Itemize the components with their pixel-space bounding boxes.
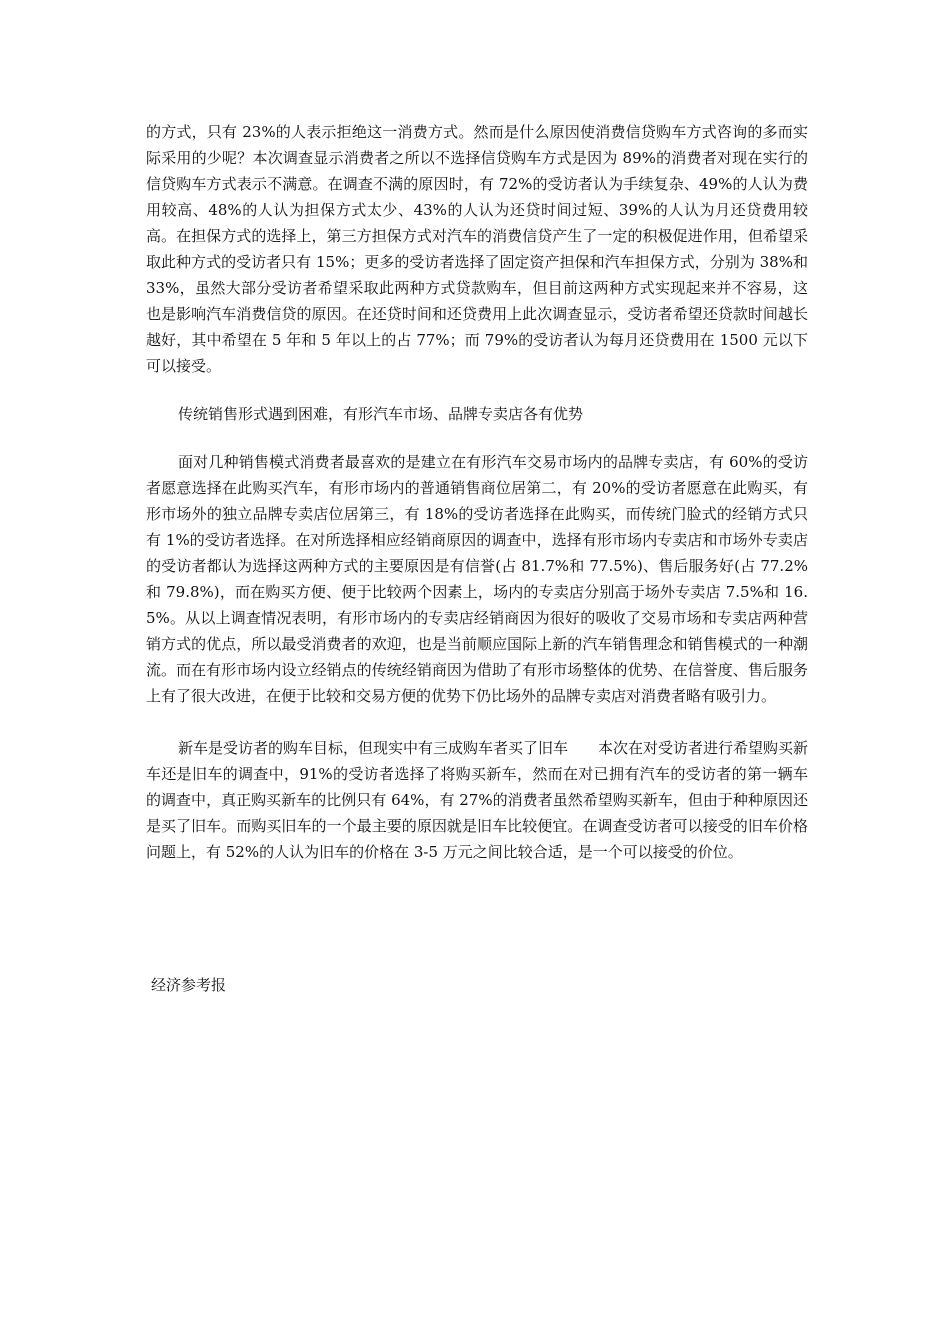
paragraph-new-vs-used-cars: 新车是受访者的购车目标，但现实中有三成购车者买了旧车 本次在对受访者进行希望购买新车还是旧车的调查中，91%的受访者选择了将购买新车，然而在对已拥有汽车的受访者的第一辆车的调查中，真正购买新车的比例只有 64%，有 27%的消费者虽然希望购买新车，但由于种种原因还是买了旧车。而购买旧车的一个最主要的原因就是旧车比较便宜。在调查受访者可以接受的旧车价格问题上，有 52%的人认为旧车的价格在 3-5 万元之间比较合适，是一个可以接受的价位。 [146,739,809,861]
section-heading-sales-forms: 传统销售形式遇到困难，有形汽车市场、品牌专卖店各有优势 [178,405,584,423]
article-source: 经济参考报 [151,976,227,994]
paragraph-sales-modes: 面对几种销售模式消费者最喜欢的是建立在有形汽车交易市场内的品牌专卖店，有 60%的受访者愿意选择在此购买汽车，有形市场内的普通销售商位居第二，有 20%的受访者愿意在此购买，有形市场外的独立品牌专卖店位居第三，有 18%的受访者选择在此购买，而传统门脸式的经销方式只有 1%的受访者选择。在对所选择相应经销商原因的调查中，选择有形市场内专卖店和市场外专卖店的受访者都认为选择这两种方式的主要原因是有信誉(占 81.7%和 77.5%)、售后服务好(占 77.2%和 79.8%)，而在购买方便、便于比较两个因素上，场内的专卖店分别高于场外专卖店 7.5%和 16.5%。从以上调查情况表明，有形市场内的专卖店经销商因为很好的吸收了交易市场和专卖店两种营销方式的优点，所以最受消费者的欢迎，也是当前顺应国际上新的汽车销售理念和销售模式的一种潮流。而在有形市场内设立经销点的传统经销商因为借助了有形市场整体的优势、在信誉度、售后服务上有了很大改进，在便于比较和交易方便的优势下仍比场外的品牌专卖店对消费者略有吸引力。 [146,453,808,705]
article-body [146,119,808,865]
paragraph-credit-purchase: 的方式，只有 23%的人表示拒绝这一消费方式。然而是什么原因使消费信贷购车方式咨询的多而实际采用的少呢？本次调查显示消费者之所以不选择信贷购车方式是因为 89%的消费者对现在实行的信贷购车方式表示不满意。在调查不满的原因时，有 72%的受访者认为手续复杂、49%的人认为费用较高、48%的人认为担保方式太少、43%的人认为还贷时间过短、39%的人认为月还贷费用较高。在担保方式的选择上，第三方担保方式对汽车的消费信贷产生了一定的积极促进作用，但希望采取此种方式的受访者只有 15%；更多的受访者选择了固定资产担保和汽车担保方式，分别为 38%和 33%，虽然大部分受访者希望采取此两种方式贷款购车，但目前这两种方式实现起来并不容易，这也是影响汽车消费信贷的原因。在还贷时间和还贷费用上此次调查显示，受访者希望还贷款时间越长越好，其中希望在 5 年和 5 年以上的占 77%；而 79%的受访者认为每月还贷费用在 1500 元以下可以接受。 [146,123,808,375]
